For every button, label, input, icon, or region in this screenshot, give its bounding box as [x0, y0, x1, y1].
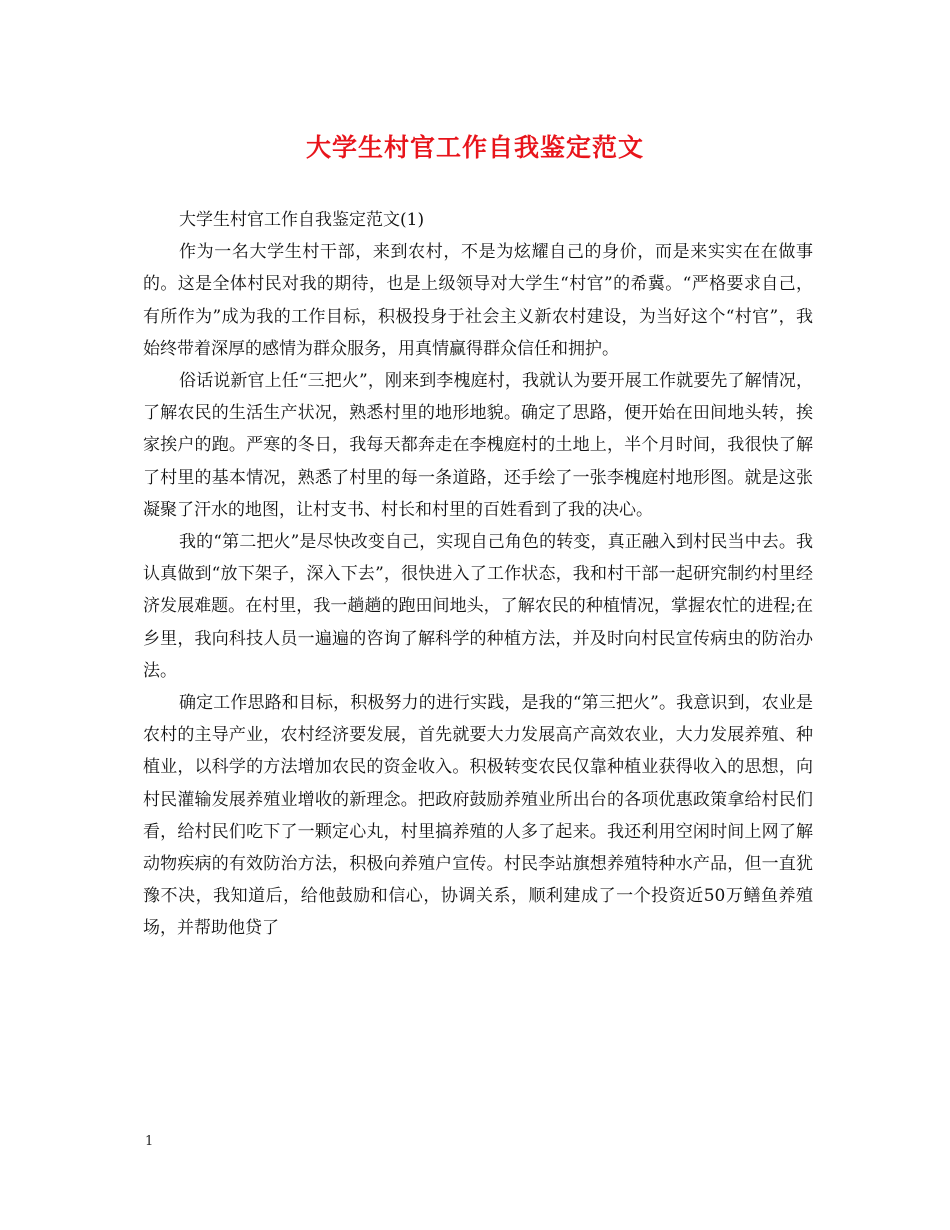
- paragraph-2: 俗话说新官上任“三把火”，刚来到李槐庭村，我就认为要开展工作就要先了解情况，了解农民的生活生产状况，熟悉村里的地形地貌。确定了思路，便开始在田间地头转，挨家挨户的跑。严寒的冬日，我每天都奔走在李槐庭村的土地上，半个月时间，我很快了解了村里的基本情况，熟悉了村里的每一条道路，还手绘了一张李槐庭村地形图。就是这张凝聚了汗水的地图，让村支书、村长和村里的百姓看到了我的决心。: [143, 371, 813, 520]
- document-title: 大学生村官工作自我鉴定范文: [305, 133, 644, 162]
- paragraph-subtitle: 大学生村官工作自我鉴定范文(1): [179, 210, 425, 230]
- paragraph-3: 我的“第二把火”是尽快改变自己，实现自己角色的转变，真正融入到村民当中去。我认真做到“放下架子，深入下去”，很快进入了工作状态，我和村干部一起研究制约村里经济发展难题。在村里，我一趟趟的跑田间地头，了解农民的种植情况，掌握农忙的进程;在乡里，我向科技人员一遍遍的咨询了解科学的种植方法，并及时向村民宣传病虫的防治办法。: [143, 532, 813, 681]
- document-body: [143, 204, 813, 945]
- paragraph-4: 确定工作思路和目标，积极努力的进行实践，是我的“第三把火”。我意识到，农业是农村的主导产业，农村经济要发展，首先就要大力发展高产高效农业，大力发展养殖、种植业，以科学的方法增加农民的资金收入。积极转变农民仅靠种植业获得收入的思想，向村民灌输发展养殖业增收的新理念。把政府鼓励养殖业所出台的各项优惠政策拿给村民们看，给村民们吃下了一颗定心丸，村里搞养殖的人多了起来。我还利用空闲时间上网了解动物疾病的有效防治方法，积极向养殖户宣传。村民李站旗想养殖特种水产品，但一直犹豫不决，我知道后，给他鼓励和信心，协调关系，顺利建成了一个投资近50万鳝鱼养殖场，并帮助他贷了: [143, 693, 813, 939]
- paragraph-1: 作为一名大学生村干部，来到农村，不是为炫耀自己的身价，而是来实实在在做事的。这是全体村民对我的期待，也是上级领导对大学生“村官”的希冀。“严格要求自己，有所作为”成为我的工作目标，积极投身于社会主义新农村建设，为当好这个“村官”，我始终带着深厚的感情为群众服务，用真情赢得群众信任和拥护。: [143, 242, 813, 359]
- page-number: 1: [145, 1134, 154, 1149]
